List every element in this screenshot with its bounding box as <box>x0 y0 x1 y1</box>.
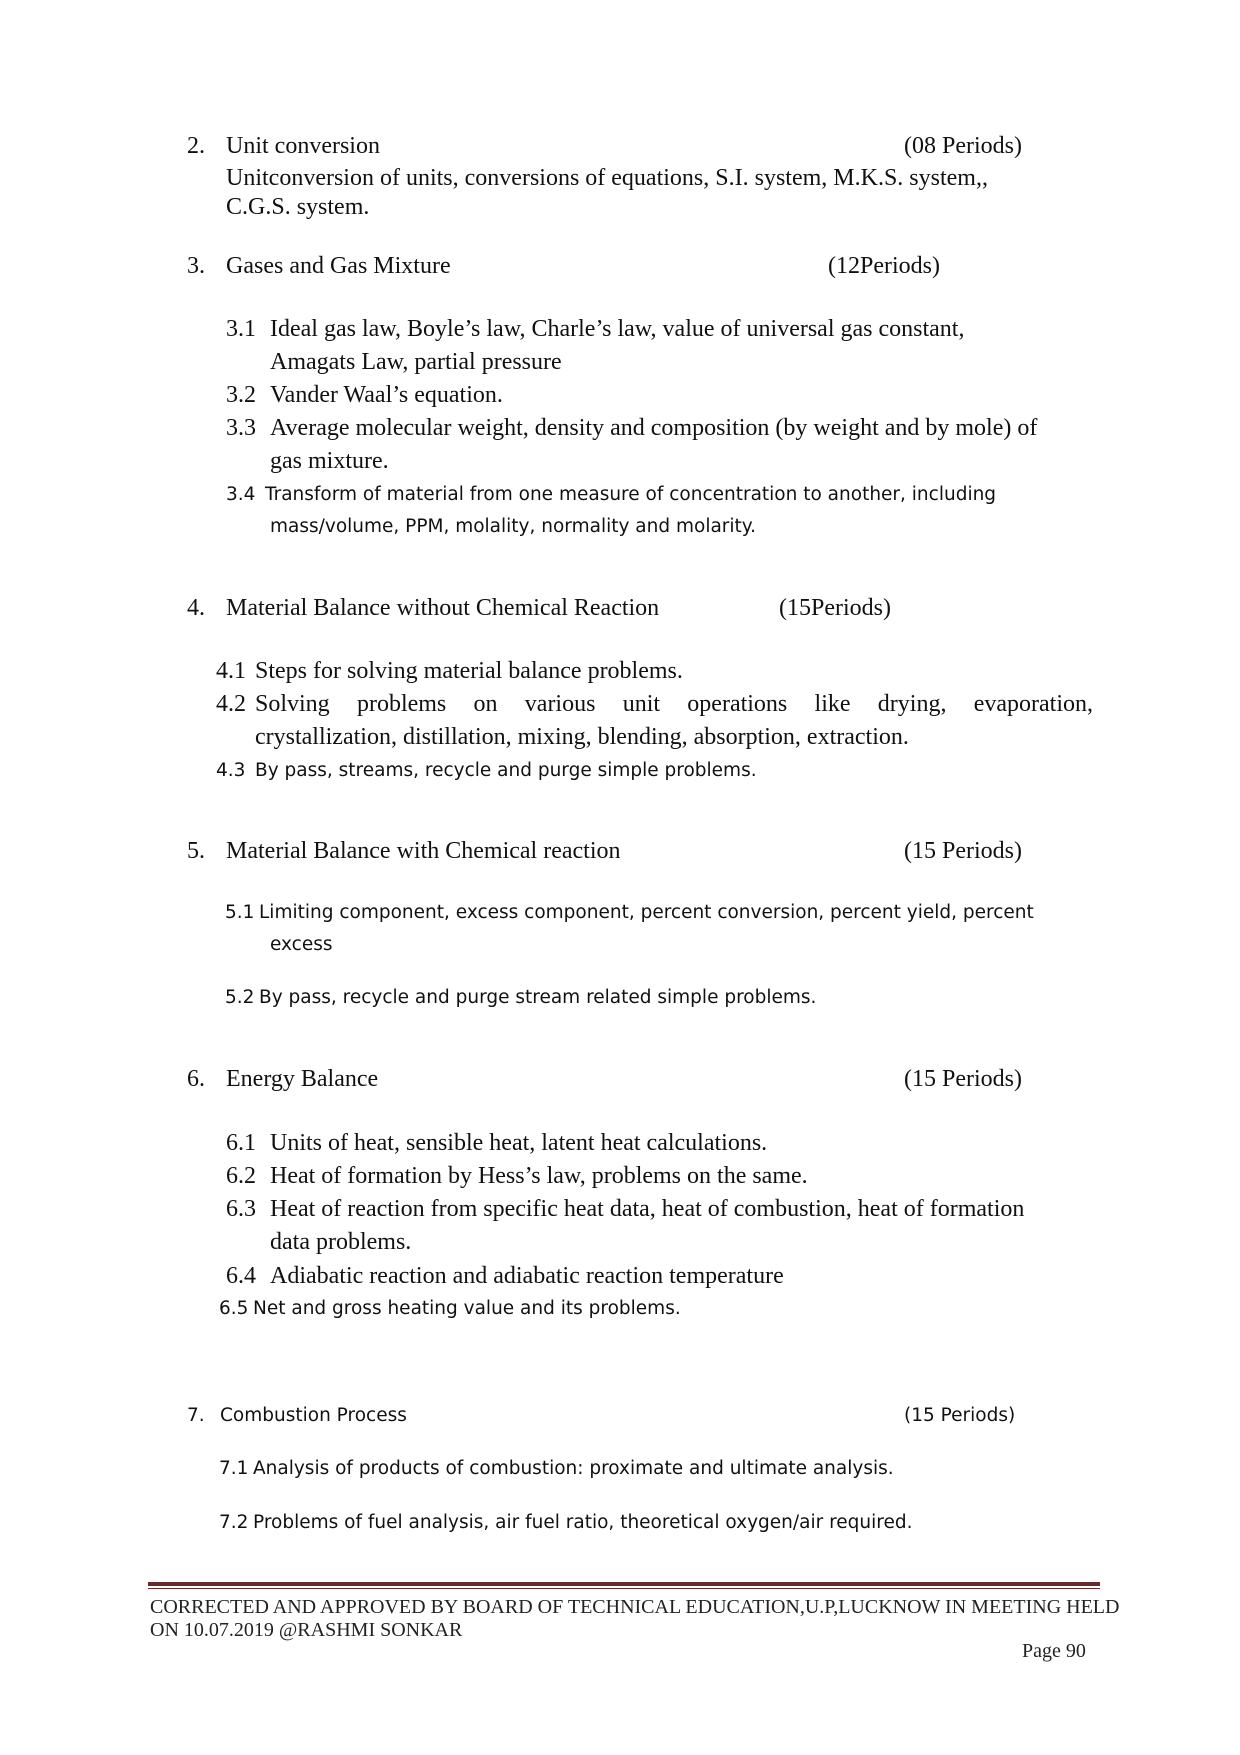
item-text: Problems of fuel analysis, air fuel ratio, theoretical oxygen/air required. <box>253 1512 913 1533</box>
section-body-line: C.G.S. system. <box>226 194 370 220</box>
item-number: 3.3 <box>226 415 256 441</box>
section-number: 2. <box>187 133 205 159</box>
item-text: excess <box>270 934 333 955</box>
item-text: Adiabatic reaction and adiabatic reaction temperature <box>270 1263 784 1289</box>
section-title: Gases and Gas Mixture <box>226 253 451 279</box>
item-text: By pass, streams, recycle and purge simple problems. <box>255 760 757 781</box>
section-periods: (08 Periods) <box>904 133 1022 159</box>
item-text: gas mixture. <box>270 448 389 474</box>
footer-approval-line: ON 10.07.2019 @RASHMI SONKAR <box>150 1619 463 1641</box>
section-number: 4. <box>187 595 205 621</box>
section-number: 7. <box>187 1405 205 1426</box>
item-text: Units of heat, sensible heat, latent heat calculations. <box>270 1130 768 1156</box>
item-number: 5.1 <box>225 902 255 923</box>
item-number: 6.1 <box>226 1130 256 1156</box>
item-number: 4.3 <box>216 760 246 781</box>
footer-divider <box>148 1582 1100 1586</box>
item-number: 6.2 <box>226 1163 256 1189</box>
section-periods: (12Periods) <box>828 253 940 279</box>
item-text: data problems. <box>270 1229 412 1255</box>
item-number: 4.2 <box>216 691 246 717</box>
section-periods: (15 Periods) <box>904 1066 1022 1092</box>
section-title: Material Balance without Chemical Reaction <box>226 595 660 621</box>
item-text: Solving problems on various unit operations like drying, evaporation, <box>255 691 1093 717</box>
item-number: 6.5 <box>219 1298 249 1319</box>
item-text: mass/volume, PPM, molality, normality and molarity. <box>270 516 756 537</box>
item-number: 3.2 <box>226 382 256 408</box>
item-text: By pass, recycle and purge stream related simple problems. <box>259 987 817 1008</box>
item-text: Amagats Law, partial pressure <box>270 349 562 375</box>
item-number: 3.1 <box>226 316 256 342</box>
page-number: Page 90 <box>1022 1640 1086 1662</box>
section-periods: (15 Periods) <box>904 1405 1016 1426</box>
item-text: Steps for solving material balance problems. <box>255 658 683 684</box>
footer-divider-thin <box>148 1588 1100 1589</box>
item-text: Heat of formation by Hess’s law, problems on the same. <box>270 1163 808 1189</box>
item-text: Transform of material from one measure of concentration to another, including <box>265 484 997 505</box>
section-periods: (15Periods) <box>779 595 891 621</box>
item-number: 7.2 <box>219 1512 249 1533</box>
item-text: Average molecular weight, density and composition (by weight and by mole) of <box>270 415 1038 441</box>
item-number: 5.2 <box>225 987 255 1008</box>
section-title: Unit conversion <box>226 133 380 159</box>
section-number: 6. <box>187 1066 205 1092</box>
section-title: Energy Balance <box>226 1066 379 1092</box>
section-number: 5. <box>187 838 205 864</box>
section-title: Material Balance with Chemical reaction <box>226 838 621 864</box>
item-text: Limiting component, excess component, percent conversion, percent yield, percent <box>259 902 1034 923</box>
item-number: 4.1 <box>216 658 246 684</box>
item-text: crystallization, distillation, mixing, blending, absorption, extraction. <box>255 724 909 750</box>
item-number: 6.3 <box>226 1196 256 1222</box>
section-body-line: Unitconversion of units, conversions of equations, S.I. system, M.K.S. system,, <box>226 165 988 191</box>
footer-approval-line: CORRECTED AND APPROVED BY BOARD OF TECHNICAL EDUCATION,U.P,LUCKNOW IN MEETING HELD <box>150 1596 1120 1618</box>
item-text: Analysis of products of combustion: proximate and ultimate analysis. <box>253 1458 894 1479</box>
item-text: Ideal gas law, Boyle’s law, Charle’s law, value of universal gas constant, <box>270 316 965 342</box>
item-number: 3.4 <box>226 484 256 505</box>
section-number: 3. <box>187 253 205 279</box>
item-number: 7.1 <box>219 1458 249 1479</box>
section-periods: (15 Periods) <box>904 838 1022 864</box>
item-text: Net and gross heating value and its problems. <box>253 1298 681 1319</box>
item-number: 6.4 <box>226 1263 256 1289</box>
item-text: Heat of reaction from specific heat data, heat of combustion, heat of formation <box>270 1196 1025 1222</box>
item-text: Vander Waal’s equation. <box>270 382 503 408</box>
section-title: Combustion Process <box>220 1405 407 1426</box>
